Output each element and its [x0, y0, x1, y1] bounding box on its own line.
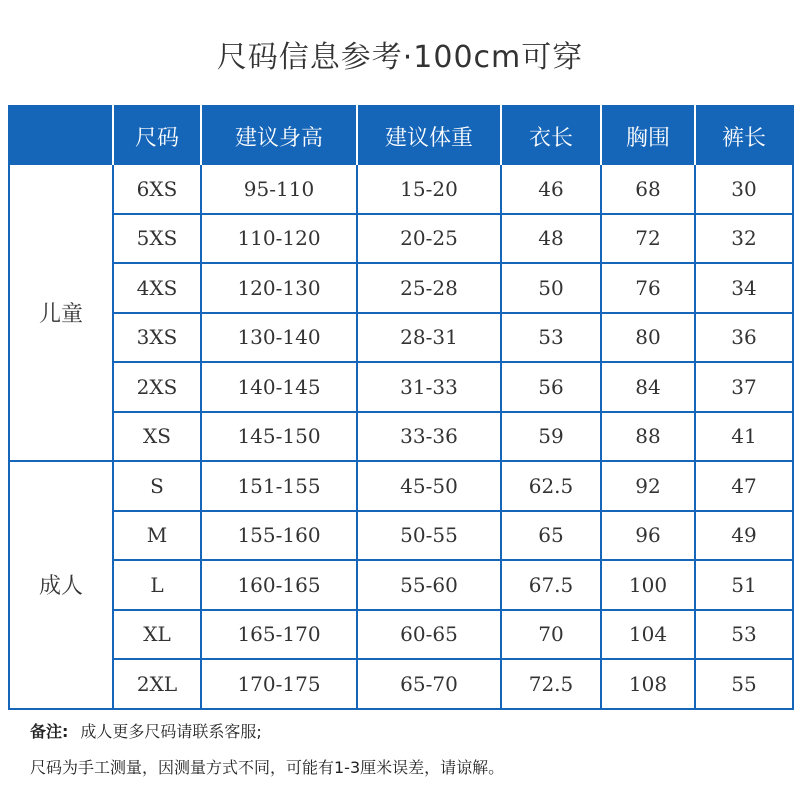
table-cell: 65 [501, 511, 601, 561]
table-cell: 50-55 [357, 511, 501, 561]
header-corner [9, 106, 113, 165]
table-cell: 3XS [113, 313, 201, 363]
table-row [9, 659, 793, 709]
table-cell: 76 [601, 263, 695, 313]
table-cell: 160-165 [201, 560, 357, 610]
table-cell: 50 [501, 263, 601, 313]
table-row [9, 412, 793, 462]
table-cell: 108 [601, 659, 695, 709]
header-cell: 建议身高 [201, 106, 357, 165]
table-cell: 84 [601, 362, 695, 412]
table-row [9, 214, 793, 264]
table-cell: 130-140 [201, 313, 357, 363]
table-cell: 104 [601, 610, 695, 660]
table-cell: 120-130 [201, 263, 357, 313]
table-cell: 96 [601, 511, 695, 561]
table-cell: 28-31 [357, 313, 501, 363]
table-cell: 53 [695, 610, 793, 660]
table-cell: 4XS [113, 263, 201, 313]
header-cell: 裤长 [695, 106, 793, 165]
header-cell: 胸围 [601, 106, 695, 165]
table-cell: 56 [501, 362, 601, 412]
table-cell: 15-20 [357, 165, 501, 214]
table-cell: 33-36 [357, 412, 501, 462]
table-cell: 100 [601, 560, 695, 610]
table-cell: 20-25 [357, 214, 501, 264]
table-cell: 60-65 [357, 610, 501, 660]
table-row [9, 461, 793, 511]
table-cell: 65-70 [357, 659, 501, 709]
table-row [9, 263, 793, 313]
table-cell: 49 [695, 511, 793, 561]
table-cell: 62.5 [501, 461, 601, 511]
table-cell: 145-150 [201, 412, 357, 462]
table-cell: 88 [601, 412, 695, 462]
table-cell: 95-110 [201, 165, 357, 214]
table-cell: 30 [695, 165, 793, 214]
size-chart-table [8, 105, 794, 710]
table-cell: 59 [501, 412, 601, 462]
notes-line-2: 尺码为手工测量，因测量方式不同，可能有1-3厘米误差，请谅解。 [30, 758, 505, 777]
table-row [9, 313, 793, 363]
table-cell: 5XS [113, 214, 201, 264]
table-cell: 34 [695, 263, 793, 313]
table-cell: 55 [695, 659, 793, 709]
table-cell: 2XS [113, 362, 201, 412]
table-cell: 36 [695, 313, 793, 363]
table-cell: 80 [601, 313, 695, 363]
table-cell: 151-155 [201, 461, 357, 511]
notes [30, 714, 504, 786]
table-cell: 45-50 [357, 461, 501, 511]
table-row [9, 362, 793, 412]
table-row [9, 610, 793, 660]
table-cell: 41 [695, 412, 793, 462]
table-cell: 70 [501, 610, 601, 660]
page-title: 尺码信息参考·100cm可穿 [216, 40, 584, 75]
table-header-row [9, 106, 793, 165]
table-cell: 55-60 [357, 560, 501, 610]
table-cell: 67.5 [501, 560, 601, 610]
table-cell: 72 [601, 214, 695, 264]
header-cell: 尺码 [113, 106, 201, 165]
table-row [9, 165, 793, 214]
table-cell: 46 [501, 165, 601, 214]
table-cell: 37 [695, 362, 793, 412]
table-cell: L [113, 560, 201, 610]
notes-line-1: 成人更多尺码请联系客服; [80, 722, 262, 741]
table-cell: 72.5 [501, 659, 601, 709]
header-cell: 建议体重 [357, 106, 501, 165]
table-cell: 6XS [113, 165, 201, 214]
table-cell: 155-160 [201, 511, 357, 561]
header-cell: 衣长 [501, 106, 601, 165]
notes-label: 备注: [30, 722, 69, 741]
table-cell: XS [113, 412, 201, 462]
table-cell: 31-33 [357, 362, 501, 412]
table-cell: 165-170 [201, 610, 357, 660]
table-cell: 92 [601, 461, 695, 511]
table-cell: M [113, 511, 201, 561]
table-row [9, 560, 793, 610]
table-cell: 140-145 [201, 362, 357, 412]
group-label: 儿童 [9, 165, 113, 461]
table-cell: 32 [695, 214, 793, 264]
table-cell: 2XL [113, 659, 201, 709]
table-cell: 110-120 [201, 214, 357, 264]
table-cell: 48 [501, 214, 601, 264]
table-cell: S [113, 461, 201, 511]
group-label: 成人 [9, 461, 113, 709]
table-cell: XL [113, 610, 201, 660]
table-cell: 53 [501, 313, 601, 363]
table-cell: 68 [601, 165, 695, 214]
table-cell: 170-175 [201, 659, 357, 709]
table-cell: 47 [695, 461, 793, 511]
table-row [9, 511, 793, 561]
table-cell: 51 [695, 560, 793, 610]
table-cell: 25-28 [357, 263, 501, 313]
